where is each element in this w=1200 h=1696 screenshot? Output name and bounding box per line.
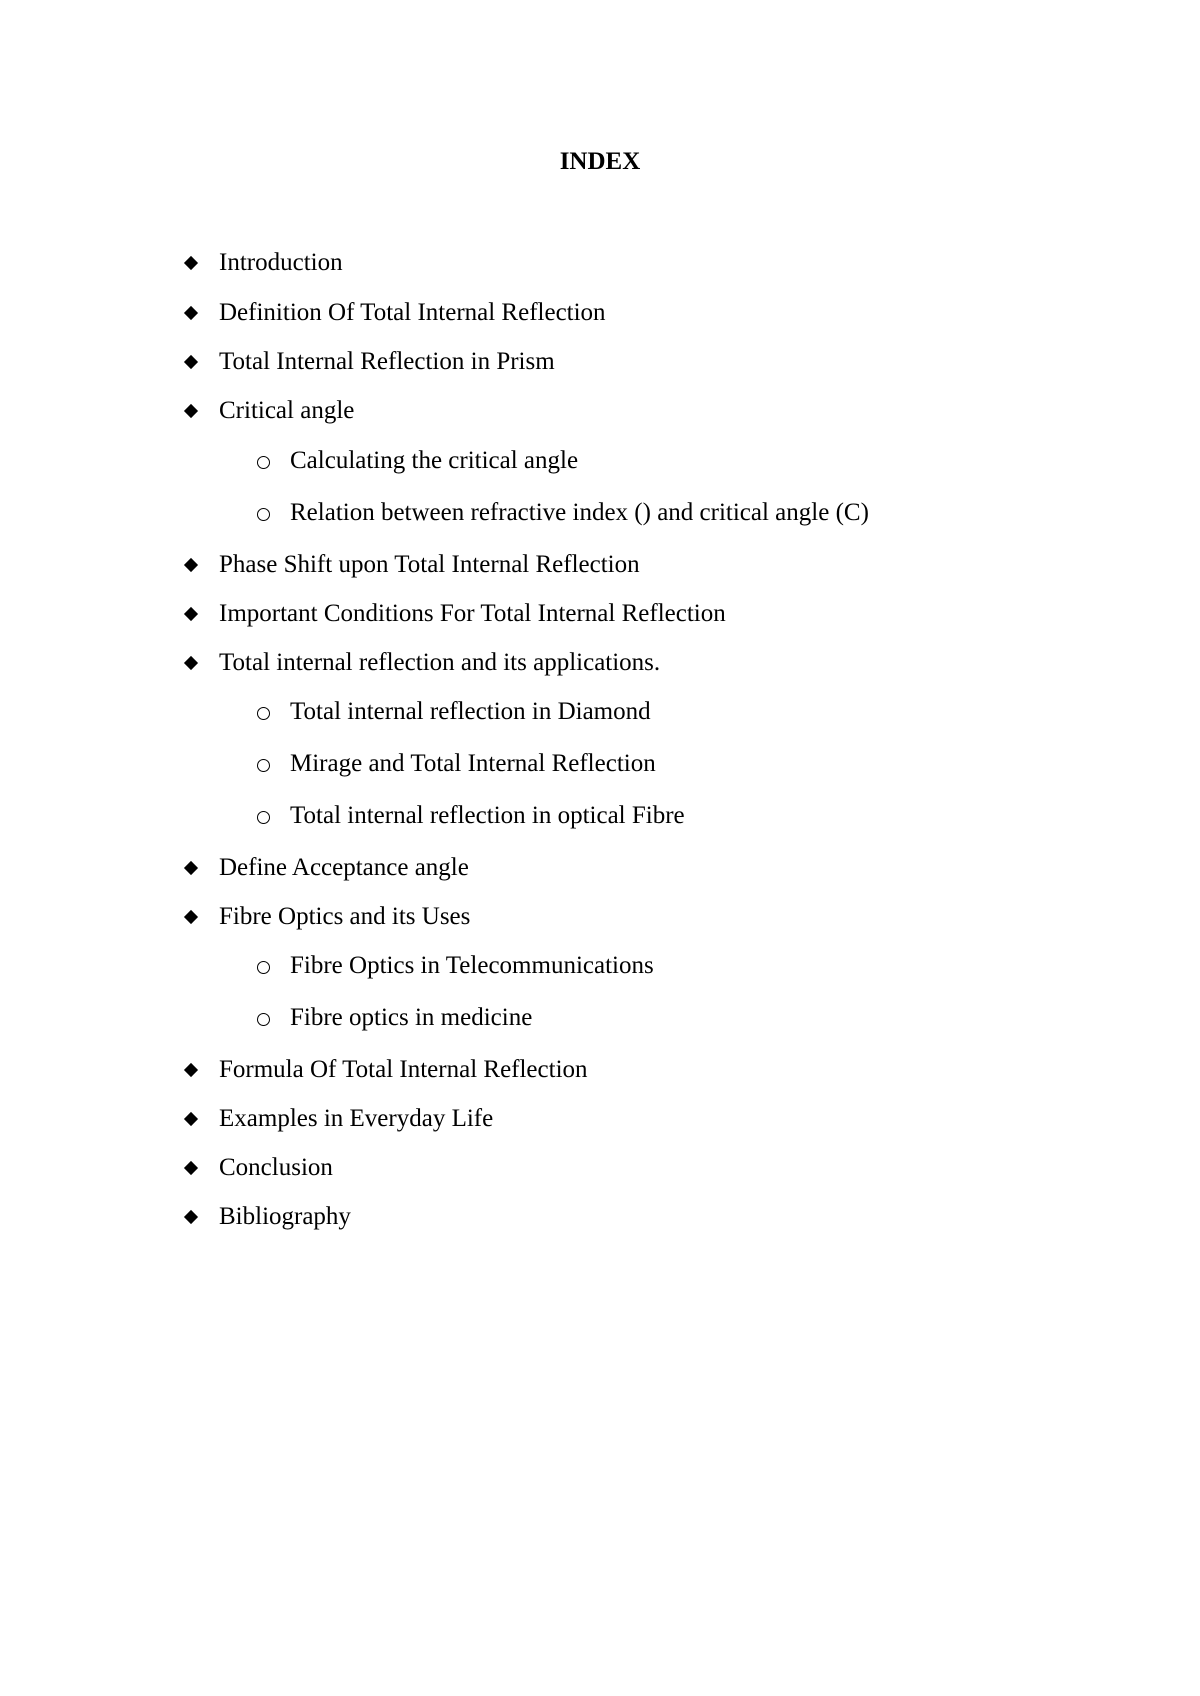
diamond-bullet-icon xyxy=(182,597,200,631)
index-item-label: Introduction xyxy=(219,249,343,276)
diamond-bullet-icon xyxy=(182,246,200,280)
circle-bullet-icon xyxy=(255,799,271,833)
circle-bullet-icon xyxy=(255,444,271,478)
index-item-label: Critical angle xyxy=(219,397,355,424)
index-item-label: Important Conditions For Total Internal Reflection xyxy=(219,600,726,627)
diamond-bullet-icon xyxy=(182,1053,200,1087)
circle-bullet-icon xyxy=(255,1001,271,1035)
diamond-bullet-icon xyxy=(182,548,200,582)
index-item-label: Total Internal Reflection in Prism xyxy=(219,348,555,375)
diamond-bullet-icon xyxy=(182,1200,200,1234)
index-item-label: Define Acceptance angle xyxy=(219,854,469,881)
diamond-bullet-icon xyxy=(182,394,200,428)
index-subitem-label: Total internal reflection in Diamond xyxy=(290,698,651,725)
diamond-bullet-icon xyxy=(182,1151,200,1185)
diamond-bullet-icon xyxy=(182,900,200,934)
page-title: INDEX xyxy=(559,148,641,175)
index-subitem-label: Mirage and Total Internal Reflection xyxy=(290,750,656,777)
circle-bullet-icon xyxy=(255,496,271,530)
index-subitem-label: Fibre optics in medicine xyxy=(290,1004,533,1031)
index-item-label: Formula Of Total Internal Reflection xyxy=(219,1056,588,1083)
index-subitem-label: Relation between refractive index () and critical angle (C) xyxy=(290,499,869,526)
index-subitem-label: Fibre Optics in Telecommunications xyxy=(290,952,654,979)
index-item-label: Total internal reflection and its applications. xyxy=(219,649,661,676)
index-item-label: Conclusion xyxy=(219,1154,333,1181)
index-item-label: Phase Shift upon Total Internal Reflection xyxy=(219,551,640,578)
diamond-bullet-icon xyxy=(182,1102,200,1136)
index-item-label: Examples in Everyday Life xyxy=(219,1105,494,1132)
circle-bullet-icon xyxy=(255,695,271,729)
circle-bullet-icon xyxy=(255,747,271,781)
diamond-bullet-icon xyxy=(182,345,200,379)
index-item-label: Definition Of Total Internal Reflection xyxy=(219,299,606,326)
index-subitem-label: Total internal reflection in optical Fibre xyxy=(290,802,685,829)
index-item-label: Bibliography xyxy=(219,1203,351,1230)
circle-bullet-icon xyxy=(255,949,271,983)
diamond-bullet-icon xyxy=(182,646,200,680)
diamond-bullet-icon xyxy=(182,296,200,330)
diamond-bullet-icon xyxy=(182,851,200,885)
index-subitem-label: Calculating the critical angle xyxy=(290,447,579,474)
index-item-label: Fibre Optics and its Uses xyxy=(219,903,471,930)
